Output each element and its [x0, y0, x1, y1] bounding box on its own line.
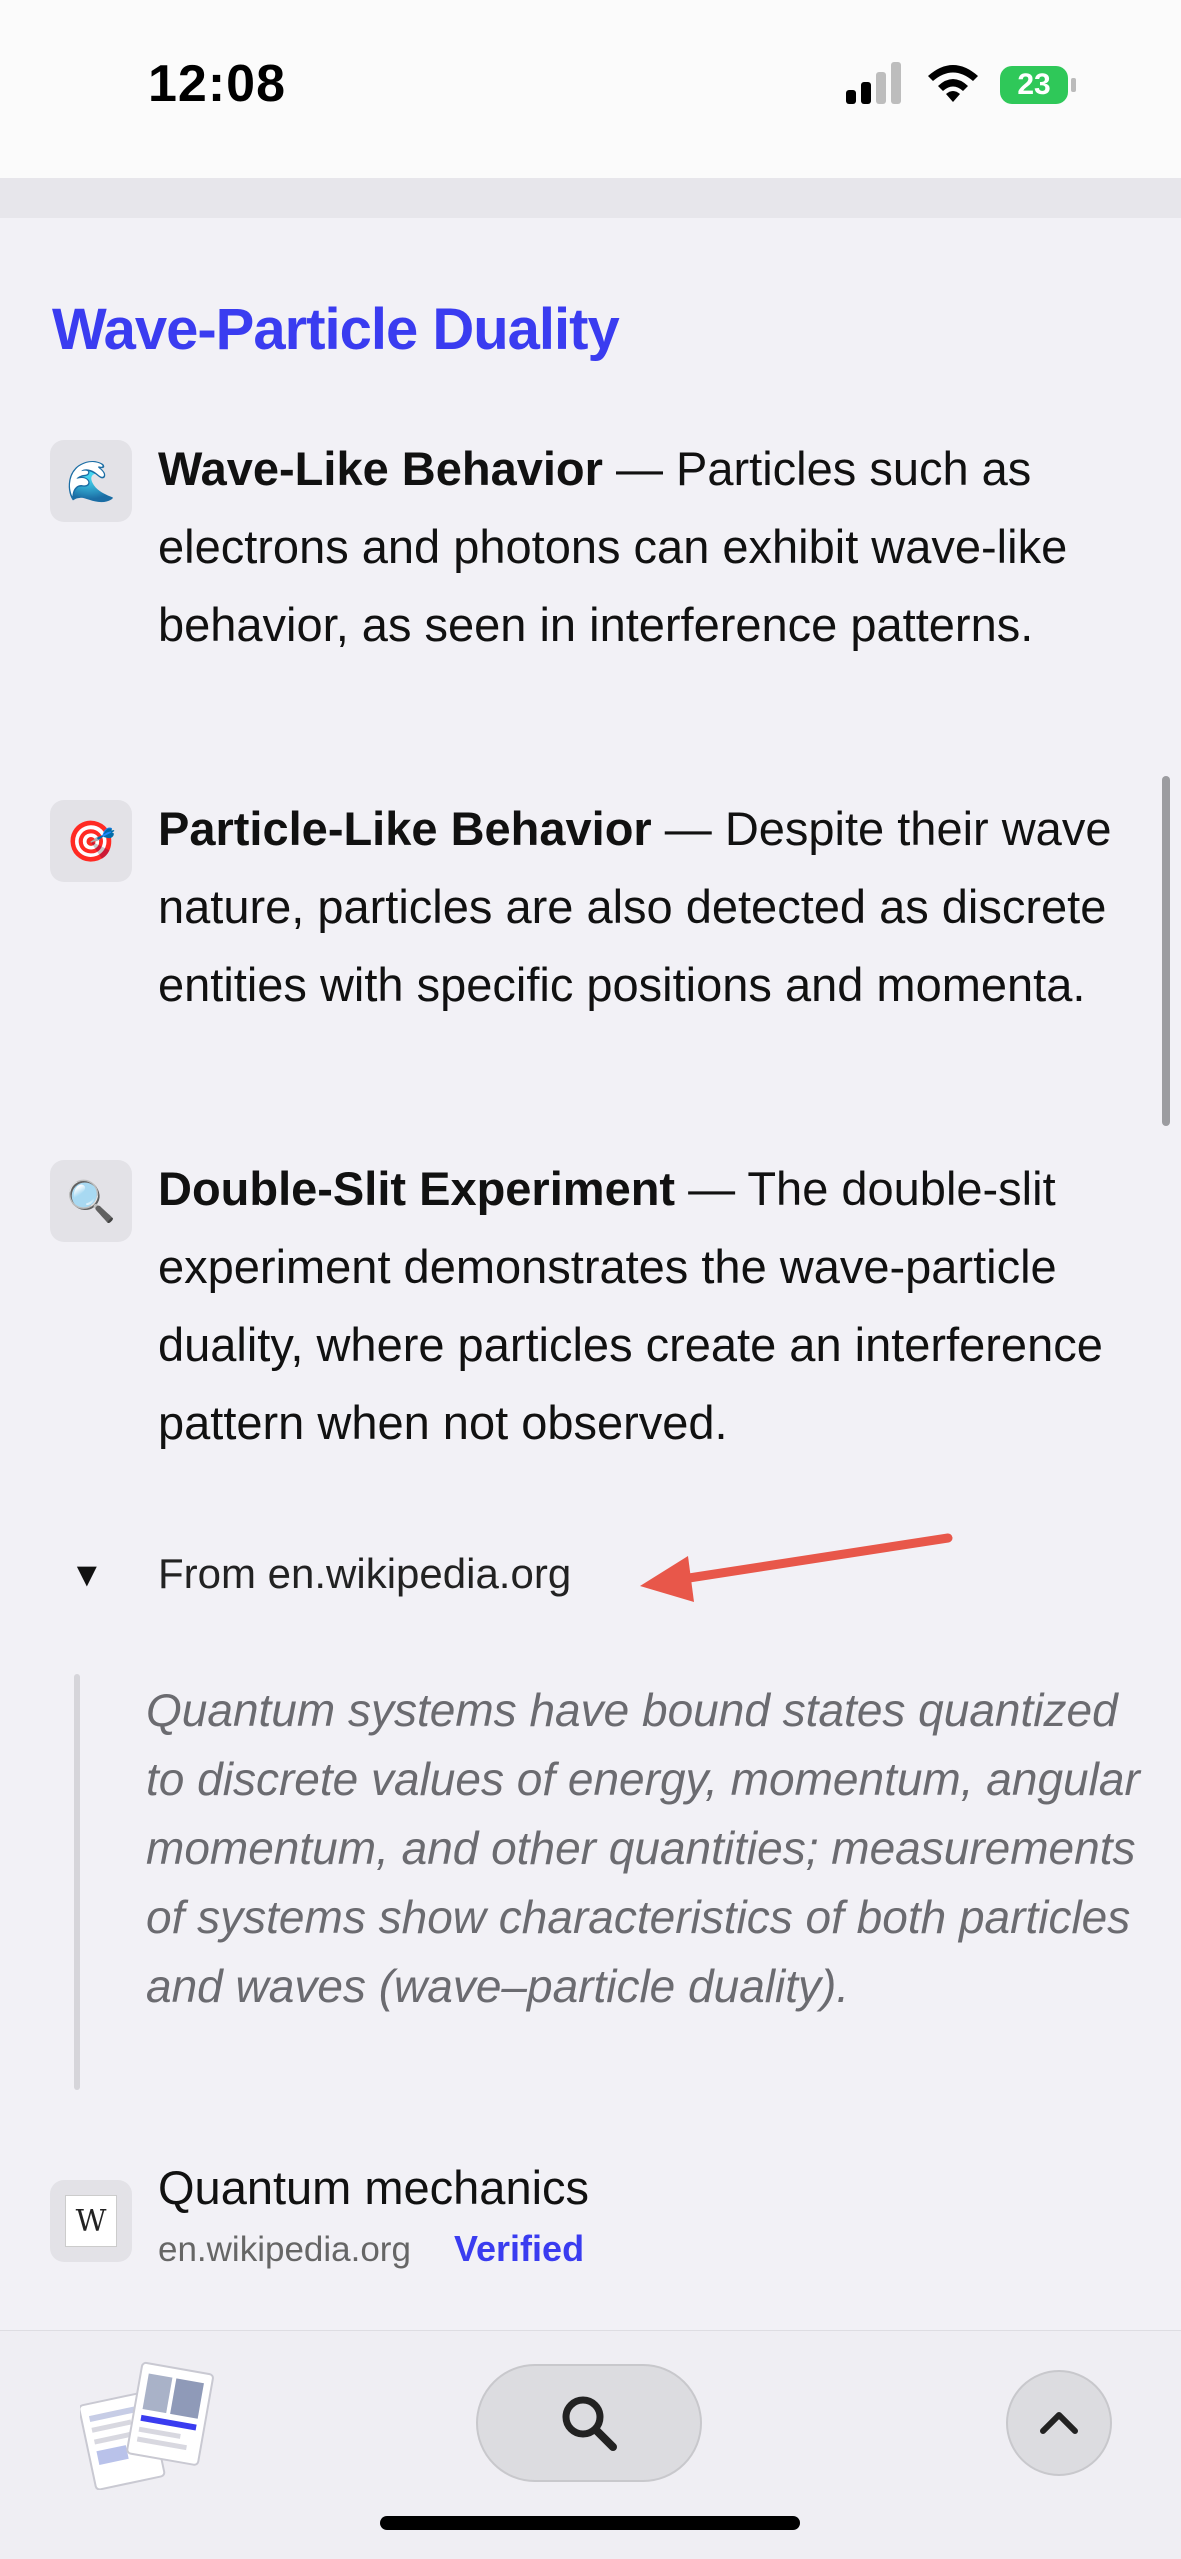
- wikipedia-icon[interactable]: W: [50, 2180, 132, 2262]
- item-description: — The double-slit experiment demonstrates the wave-particle duality, where particles create an interference pattern when not observed.: [158, 1162, 1103, 1449]
- chevron-up-icon: [1035, 2399, 1083, 2447]
- item-description: — Particles such as electrons and photons can exhibit wave-like behavior, as seen in interference patterns.: [158, 442, 1068, 651]
- source-quote: Quantum systems have bound states quantized to discrete values of energy, momentum, angular momentum, and other quantities; measurements of systems show characteristics of both particles and waves (wave–particle duality).: [146, 1684, 1140, 2012]
- cellular-signal-icon: [846, 62, 906, 106]
- wave-icon: 🌊: [50, 440, 132, 522]
- search-icon: [558, 2392, 620, 2454]
- page-thumbnail-icon[interactable]: [80, 2356, 214, 2490]
- item-title: Particle-Like Behavior: [158, 802, 652, 855]
- search-button[interactable]: [476, 2364, 702, 2482]
- disclosure-triangle-icon[interactable]: ▼: [70, 1556, 104, 1594]
- source-link-domain: en.wikipedia.org: [158, 2230, 411, 2269]
- source-link-title[interactable]: Quantum mechanics: [158, 2161, 590, 2214]
- top-divider: [0, 178, 1181, 218]
- target-icon: 🎯: [50, 800, 132, 882]
- battery-level: 23: [1000, 66, 1068, 104]
- battery-icon: [1000, 66, 1076, 106]
- source-disclosure-label[interactable]: From en.wikipedia.org: [158, 1550, 572, 1597]
- wifi-icon: [924, 62, 982, 106]
- item-text: [158, 1150, 1148, 1462]
- status-bar: [0, 0, 1181, 178]
- home-indicator: [380, 2516, 800, 2530]
- item-title: Wave-Like Behavior: [158, 442, 603, 495]
- annotation-arrow-icon: [636, 1530, 956, 1610]
- item-title: Double-Slit Experiment: [158, 1162, 676, 1215]
- scrollbar[interactable]: [1162, 776, 1170, 1126]
- magnifier-icon: 🔍: [50, 1160, 132, 1242]
- item-text: [158, 790, 1148, 1024]
- status-time: 12:08: [148, 55, 286, 113]
- section-title: Wave-Particle Duality: [52, 297, 619, 362]
- item-text: [158, 430, 1148, 664]
- scroll-to-top-button[interactable]: [1006, 2370, 1112, 2476]
- quote-bar: [74, 1674, 80, 2090]
- item-description: — Despite their wave nature, particles are also detected as discrete entities with specific positions and momenta.: [158, 802, 1112, 1011]
- verified-badge: Verified: [454, 2228, 585, 2269]
